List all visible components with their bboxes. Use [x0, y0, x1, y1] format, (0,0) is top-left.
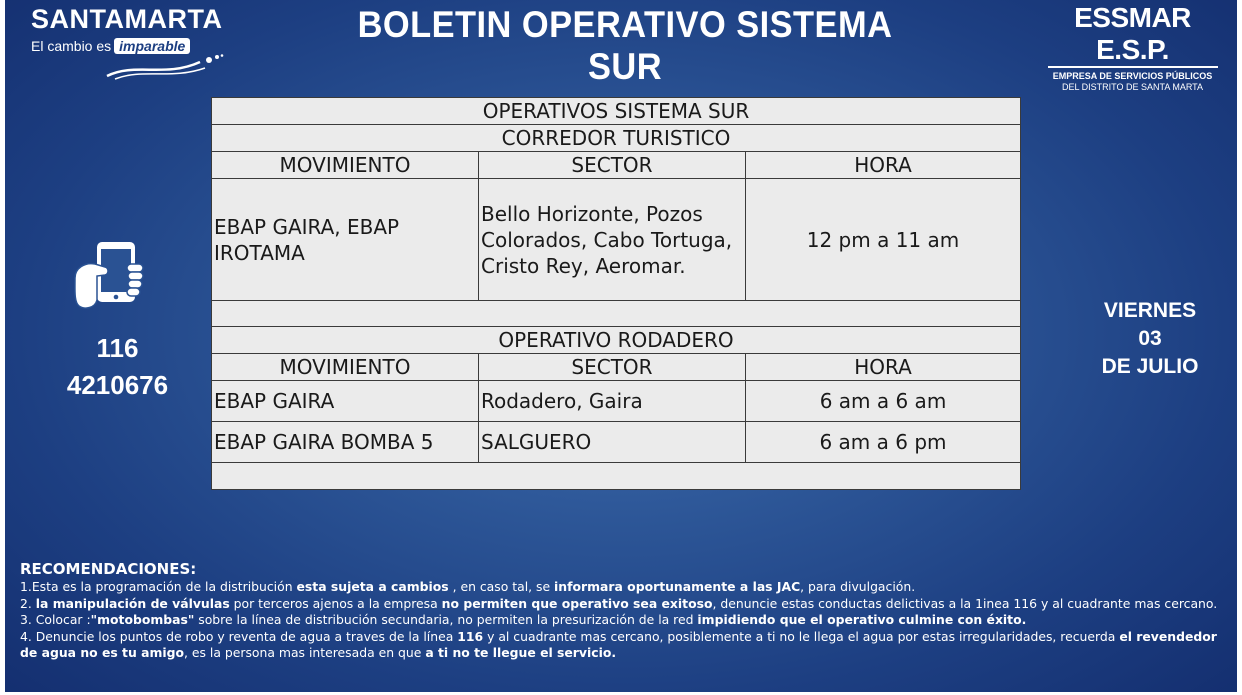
section2-title: OPERATIVO RODADERO: [212, 327, 1021, 354]
cell-sector: SALGUERO: [479, 422, 746, 463]
cell-hora: 12 pm a 11 am: [746, 179, 1021, 301]
cell-movimiento: EBAP GAIRA BOMBA 5: [212, 422, 479, 463]
cell-hora: 6 am a 6 am: [746, 381, 1021, 422]
slogan-highlight: imparable: [114, 38, 190, 54]
santamarta-logo: [27, 4, 227, 78]
date-day: VIERNES: [1103, 299, 1197, 322]
date-month: DE JULIO: [1101, 355, 1199, 378]
column-header-movimiento: MOVIMIENTO: [212, 152, 479, 179]
date-block: [1085, 297, 1215, 381]
rec-bold: "motobombas": [90, 612, 195, 627]
column-header-movimiento: MOVIMIENTO: [212, 354, 479, 381]
recommendation-item: [20, 629, 1230, 662]
table-row: [212, 179, 1021, 301]
rec-text: , para divulgación.: [800, 579, 916, 594]
table-spacer-row: [212, 463, 1021, 490]
column-header-sector: SECTOR: [479, 152, 746, 179]
rec-text: sobre la línea de distribución secundaria, no permiten la presurización de la red: [194, 612, 698, 627]
santamarta-logo-name: SANTAMARTA: [31, 4, 223, 34]
cell-hora: 6 am a 6 pm: [746, 422, 1021, 463]
operations-table: [211, 97, 1021, 490]
table-title-row: [212, 327, 1021, 354]
rec-bold: el revendedor de agua no es tu amigo: [20, 628, 1217, 660]
essmar-logo-subtitle-1: EMPRESA DE SERVICIOS PÚBLICOS: [1052, 71, 1213, 81]
essmar-logo: [1035, 2, 1230, 92]
rec-text: , es la persona mas interesada en que: [184, 645, 426, 660]
contact-line-1: 116: [96, 333, 139, 363]
column-header-hora: HORA: [746, 354, 1021, 381]
date-number: 03: [1138, 327, 1162, 350]
cell-movimiento: EBAP GAIRA, EBAP IROTAMA: [212, 179, 479, 301]
essmar-logo-name: ESSMAR E.S.P.: [1074, 2, 1191, 65]
rec-bold: informara oportunamente a las JAC: [554, 579, 801, 594]
recommendations-title: RECOMENDACIONES:: [20, 560, 197, 578]
cell-movimiento: EBAP GAIRA: [212, 381, 479, 422]
recommendation-item: [20, 612, 1230, 629]
cell-sector: Bello Horizonte, Pozos Colorados, Cabo Tortuga, Cristo Rey, Aeromar.: [479, 179, 746, 301]
rec-text: 1.Esta es la programación de la distribución: [20, 579, 297, 594]
table-row: [212, 422, 1021, 463]
phone-hand-icon: [71, 240, 147, 312]
table-spacer-row: [212, 301, 1021, 327]
wave-logo-icon: [105, 54, 225, 80]
page-title: BOLETIN OPERATIVO SISTEMA SUR: [357, 4, 893, 87]
slogan-prefix: El cambio es: [31, 38, 112, 54]
column-header-hora: HORA: [746, 152, 1021, 179]
cell-sector: Rodadero, Gaira: [479, 381, 746, 422]
rec-text: 2.: [20, 595, 36, 611]
essmar-logo-underline: [1048, 66, 1218, 68]
rec-bold: esta sujeta a cambios: [296, 579, 449, 594]
rec-text: 4. Denuncie los puntos de robo y reventa de agua a traves de la línea: [20, 628, 458, 644]
rec-text: y al cuadrante mas cercano, posiblemente a ti no le llega el agua por estas irregularidades, recuerda: [483, 628, 1120, 644]
rec-text: , denuncie estas conductas delictivas a la 1inea 116 y al cuadrante mas cercano.: [712, 595, 1218, 611]
rec-bold: 116: [457, 628, 484, 644]
bulletin-poster: [5, 0, 1237, 692]
contact-numbers: [50, 330, 185, 404]
recommendations: [20, 560, 1230, 662]
spacer-cell: [212, 301, 1021, 327]
table-header-row: [212, 354, 1021, 381]
recommendation-item: [20, 579, 1230, 596]
table-header-row: [212, 152, 1021, 179]
section1-subtitle: CORREDOR TURISTICO: [212, 125, 1021, 152]
rec-bold: a ti no te llegue el servicio.: [425, 645, 617, 660]
essmar-logo-subtitle-2: DEL DISTRITO DE SANTA MARTA: [1061, 82, 1204, 92]
rec-bold: no permiten que operativo sea exitoso: [441, 595, 713, 611]
section1-title: OPERATIVOS SISTEMA SUR: [212, 98, 1021, 125]
contact-line-2: 4210676: [66, 370, 169, 400]
santamarta-logo-slogan: [31, 38, 190, 54]
rec-bold: la manipulación de válvulas: [35, 595, 230, 611]
table-row: [212, 381, 1021, 422]
spacer-cell: [212, 463, 1021, 490]
rec-text: por terceros ajenos a la empresa: [229, 595, 442, 611]
rec-bold: impidiendo que el operativo culmine con éxito.: [697, 612, 1027, 627]
rec-text: 3. Colocar :: [20, 612, 91, 627]
rec-text: , en caso tal, se: [448, 579, 555, 594]
recommendation-item: [20, 596, 1230, 613]
table-subtitle-row: [212, 125, 1021, 152]
table-title-row: [212, 98, 1021, 125]
column-header-sector: SECTOR: [479, 354, 746, 381]
